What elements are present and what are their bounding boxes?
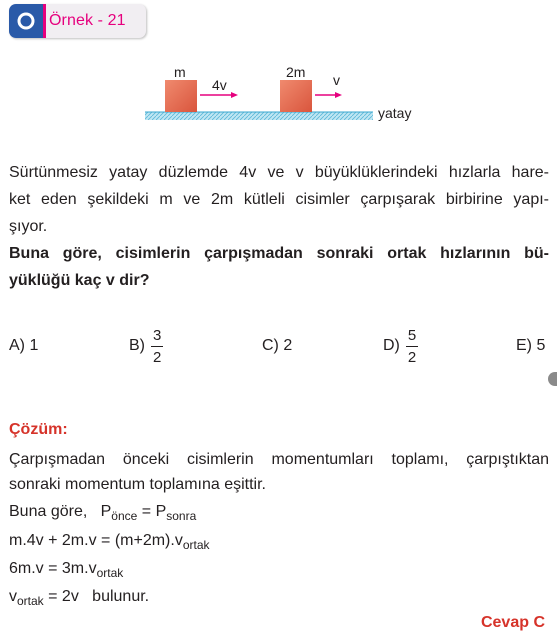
surface-label: yatay — [378, 105, 412, 121]
block-2m — [280, 80, 312, 112]
ground-surface — [145, 112, 373, 120]
solution-heading: Çözüm: — [9, 421, 68, 438]
option-e[interactable]: E) 5 — [516, 337, 546, 354]
velocity-label-4v: 4v — [212, 77, 227, 93]
question-line-2: yüklüğü kaç v dir? — [9, 272, 150, 289]
question-line-1: Buna göre, cisimlerin çarpışmadan sonraki ortak hızlarının bü- — [9, 245, 549, 262]
velocity-arrow-v — [335, 92, 342, 98]
answer-label: Cevap C — [480, 614, 545, 631]
problem-line-3: şıyor. — [9, 218, 48, 235]
solution-line-1: Çarpışmadan önceki cisimlerin momentumları toplamı, çarpıştıktan — [9, 451, 549, 468]
solution-line-2: sonraki momentum toplamına eşittir. — [9, 476, 266, 493]
equation-simplified: $6m.v = 3m.v_{ortak}$ — [9, 560, 124, 580]
block-m — [165, 80, 197, 112]
mass-label-2m: 2m — [286, 64, 306, 80]
velocity-arrow-4v — [231, 92, 238, 98]
problem-line-1: Sürtünmesiz yatay düzlemde 4v ve v büyüklüklerindeki hızlarla hare- — [9, 164, 549, 181]
equation-substitution: $m.4v + 2m.v = (m+2m).v_{ortak}$ — [9, 532, 210, 552]
option-b-fraction: $\frac{3}{2}$ — [153, 326, 162, 366]
equation-result: $v_{ortak} = 2v$ bulunur. — [9, 588, 150, 608]
option-d-fraction: $\frac{5}{2}$ — [407, 326, 417, 366]
badge-icon-box — [9, 4, 43, 38]
page-edge-mark — [548, 372, 557, 386]
mass-label-m: m — [174, 64, 186, 80]
collision-figure — [140, 60, 440, 130]
example-badge — [9, 4, 146, 38]
problem-line-2: ket eden şekildeki m ve 2m kütleli cisimler çarpışarak birbirine yapı- — [9, 191, 549, 208]
option-c[interactable]: C) 2 — [262, 337, 293, 354]
velocity-label-v: v — [333, 72, 340, 88]
ring-icon — [16, 11, 36, 31]
option-d[interactable]: D) $\frac{5}{2}$ — [383, 326, 417, 366]
option-b[interactable]: B) $\frac{3}{2}$ — [129, 326, 162, 366]
example-title: Örnek - 21 — [49, 12, 126, 29]
option-a[interactable]: A) 1 — [9, 337, 39, 354]
equation-momentum-conservation: Buna göre, $P_{önce} = P_{sonra}$ — [9, 503, 197, 523]
